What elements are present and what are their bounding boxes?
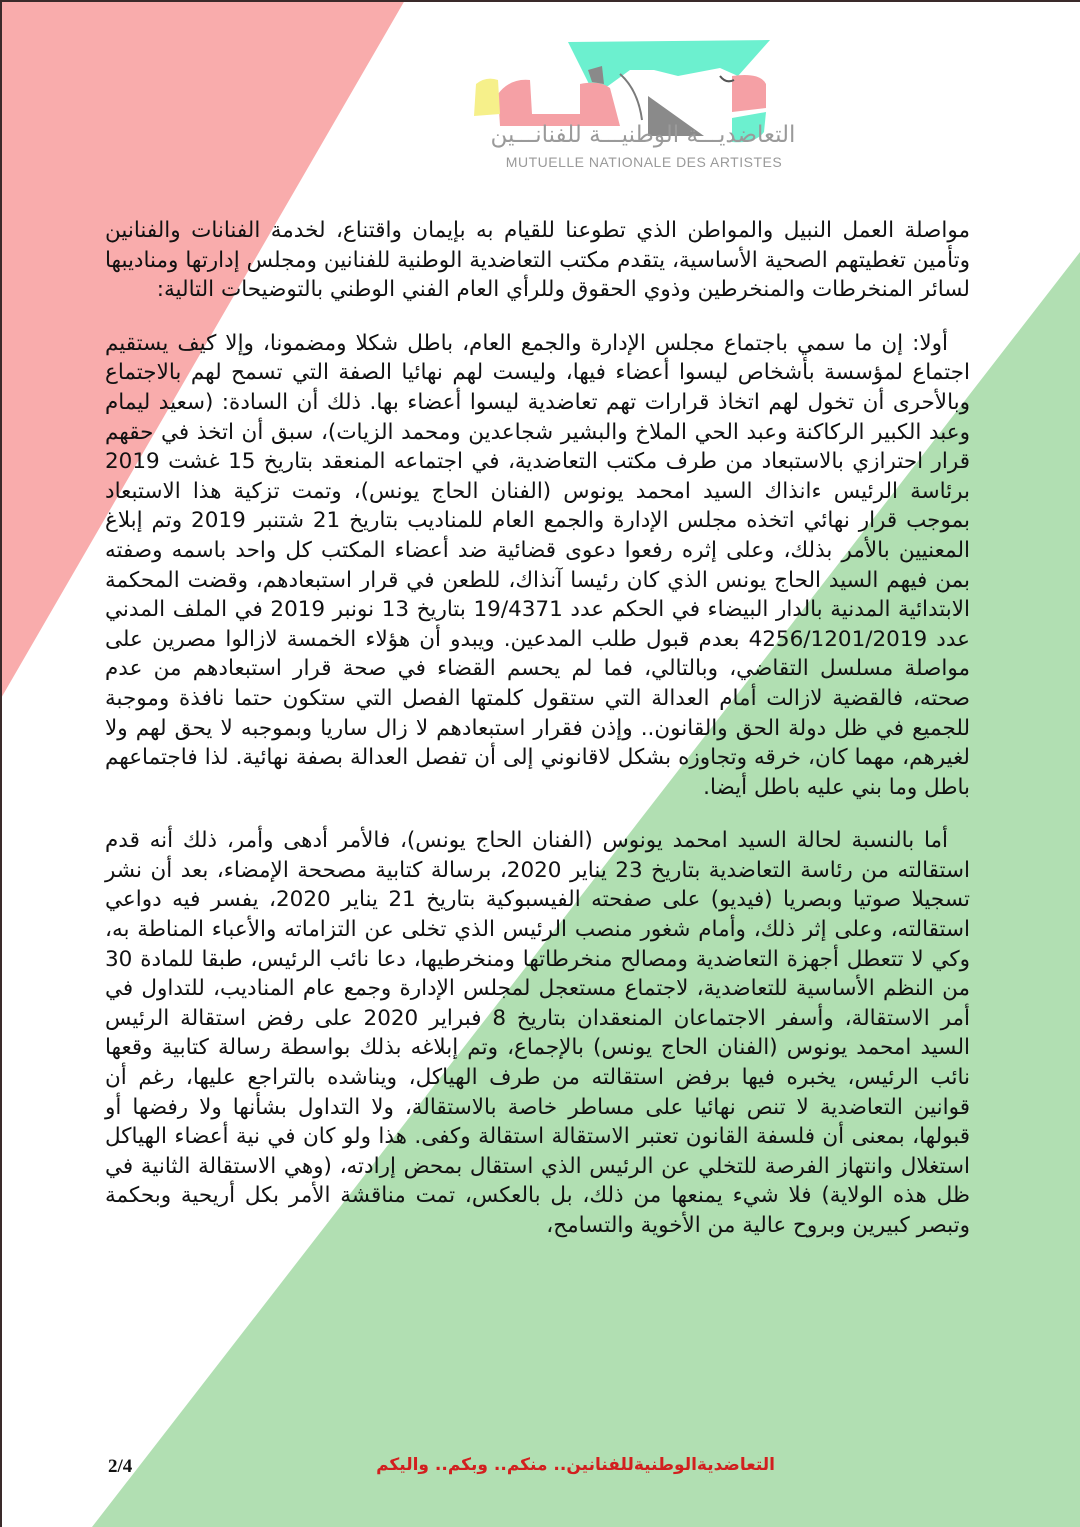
footer-slogan: التعاضديةالوطنيةللفنانين.. منكم.. وبكم.. واليكم bbox=[376, 1455, 775, 1475]
paragraph-intro: مواصلة العمل النبيل والمواطن الذي تطوعنا للقيام به بإيمان واقتناع، لخدمة الفنانات والفنانين وتأمين تغطيتهم الصحية الأساسية، يتقدم مكتب التعاضدية الوطنية للفنانين ومجلس إدارتها ومناديبها لسائر المنخرطات والمنخرطين وذوي الحقوق وللرأي العام الفني الوطني بالتوضيحات التالية: bbox=[105, 218, 970, 303]
logo-pink-right bbox=[732, 75, 766, 112]
logo-french-name: MUTUELLE NATIONALE DES ARTISTES bbox=[505, 154, 783, 170]
paragraph-president-case: أما بالنسبة لحالة السيد امحمد يونوس (الفنان الحاج يونس)، فالأمر أدهى وأمر، ذلك أنه قدم استقالته من رئاسة التعاضدية بتاريخ 23 يناير 2020، برسالة كتابية مصححة الإمضاء، بعد أن نشر تسجيلا صوتيا وبصريا (فيديو) على صفحته الفيسبوكية بتاريخ 21 يناير 2020، يفسر فيه دواعي استقالته، وعلى إثر ذلك، وأمام شغور منصب الرئيس الذي تخلى عن التزاماته والأعباء المناطة به، وكي لا تتعطل أجهزة التعاضدية ومصالح منخرطاتها ومنخرطيها، دعا نائب الرئيس، طبقا للمادة 30 من النظم الأساسية للتعاضدية، لاجتماع مستعجل لمجلس الإدارة وجمع عام المناديب، للتداول في أمر الاستقالة، وأسفر الاجتماعان المنعقدان بتاريخ 8 فبراير 2020 على رفض استقالة الرئيس السيد امحمد يونوس (الفنان الحاج يونس) بالإجماع، وتم إبلاغه بذلك بواسطة رسالة كتابية وقعها نائب الرئيس، يخبره فيها برفض استقالته من طرف الهياكل، ويناشده بالتراجع عليها، رغم أن قوانين التعاضدية لا تنص نهائيا على مساطر خاصة بالاستقالة، ولا التداول بشأنها ولا رفضها أو قبولها، بمعنى أن فلسفة القانون تعتبر الاستقالة استقالة وكفى. هذا ولو كان في نية أعضاء الهياكل استغلال وانتهاز الفرصة للتخلي عن الرئيس الذي استقال بمحض إرادته، (وهي الاستقالة الثانية في ظل هذه الولاية) فلا شيء يمنعها من ذلك، بل بالعكس، تمت مناقشة الأمر بكل أريحية وبحكمة وتبصر كبيرين وبروح عالية من الأخوية والتسامح، bbox=[105, 828, 970, 1238]
logo-arabic-name: التعاضديـــة الوطنيـــة للفنانـــين bbox=[490, 122, 796, 148]
logo-pink-shapes bbox=[498, 80, 620, 126]
document-body bbox=[105, 216, 970, 1265]
logo-yellow-shape bbox=[474, 79, 500, 116]
page-number: 2/4 bbox=[108, 1456, 133, 1477]
logo-crescent bbox=[720, 76, 734, 81]
logo-arc bbox=[620, 74, 642, 120]
paragraph-first-point: أولا: إن ما سمي باجتماع مجلس الإدارة والجمع العام، باطل شكلا ومضمونا، وإلا كيف يستقيم اجتماع لمؤسسة بأشخاص ليسوا أعضاء فيها، وليست لهم نهائيا الصفة التي تسمح لهم بالاجتماع وبالأحرى أن تخول لهم اتخاذ قرارات تهم تعاضدية ليسوا أعضاء بها. ذلك أن السادة: (سعيد ليمام وعبد الكبير الركاكنة وعبد الحي الملاخ والبشير شجاعدين ومحمد الزيات)، سبق أن اتخذ في حقهم قرار احترازي بالاستبعاد من طرف مكتب التعاضدية، في اجتماعه المنعقد بتاريخ 15 غشت 2019 برئاسة الرئيس ءانذاك السيد امحمد يونوس (الفنان الحاج يونس)، وتمت تزكية هذا الاستبعاد بموجب قرار نهائي اتخذه مجلس الإدارة والجمع العام للمناديب بتاريخ 21 شتنبر 2019 وتم إبلاغ المعنيين بالأمر بذلك، وعلى إثره رفعوا دعوى قضائية ضد أعضاء المكتب كل واحد باسمه وصفته بمن فيهم السيد الحاج يونس الذي كان رئيسا آنذاك، للطعن في قرار استبعادهم، وقضت المحكمة الابتدائية المدنية بالدار البيضاء في الحكم عدد 19/4371 بتاريخ 13 نونبر 2019 في الملف المدني عدد 4256/1201/2019 بعدم قبول طلب المدعين. ويبدو أن هؤلاء الخمسة لازالوا مصرين على مواصلة مسلسل التقاضي، وبالتالي، فما لم يحسم القضاء في صحة قرار استبعادهم من عدم صحته، فالقضية لازالت أمام العدالة التي ستقول كلمتها الفصل التي ستكون حتما نافذة وموجبة للجميع في ظل دولة الحق والقانون.. وإذن فقرار استبعادهم لا زال ساريا وبموجبه لا يحق لهم ولا لغيرهم، مهما كان، خرقه وتجاوزه بشكل لاقانوني إلى أن تفصل العدالة بصفة نهائية. لذا فاجتماعهم باطل وما بني عليه باطل أيضا. bbox=[105, 330, 971, 800]
